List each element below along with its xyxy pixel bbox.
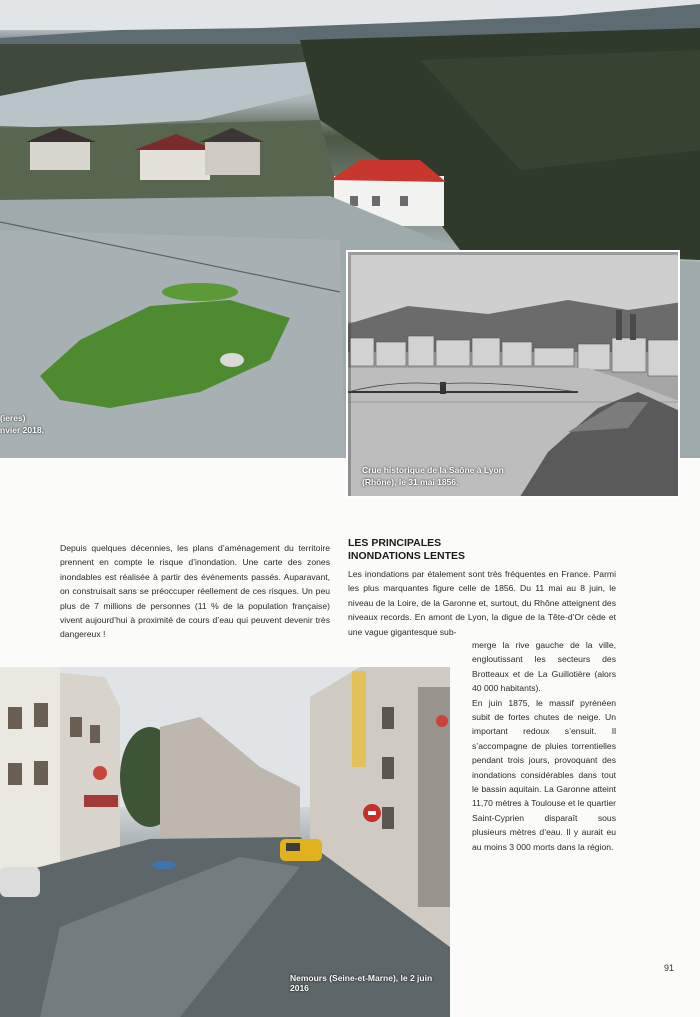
- caption-line: (Rhône), le 31 mai 1856.: [362, 477, 459, 487]
- caption-line: nvier 2018.: [0, 425, 44, 435]
- heading-line: INONDATIONS LENTES: [348, 550, 466, 562]
- historic-flood-illustration: [348, 252, 680, 498]
- intro-paragraph: Depuis quelques décennies, les plans d’aménagement du territoire prennent en compte le risque d’inondation. Une carte des zones inondables est réalisée à partir des événements passés. Auparavant, on construisait sans se préoccuper réellement de ces risques. Un peu plus de 7 millions de personnes (11 % de la population française) vivent aujourd’hui à proximité de cours d’eau qui peuvent devenir très dangereux !: [60, 543, 330, 640]
- aerial-photo-caption: [0, 412, 44, 436]
- section-paragraph-1: Les inondations par étalement sont très fréquentes en France. Parmi les plus marquantes figure celle de 1856. Du 11 mai au 8 juin, le niveau de la Loire, de la Garonne et, surtout, du Rhône atteignent des niveaux records. En amont de Lyon, la digue de la Tête-d’Or cède et une vague gigantesque sub-: [348, 569, 616, 637]
- historic-flood-photo: [346, 250, 680, 498]
- section-paragraph-2: En juin 1875, le massif pyrénéen subit de fortes chutes de neige. Un important redoux s’ensuit. Il s’accompagne de pluies torrentielles pendant trois jours, provoquant des inondations considérables dans tout le bassin aquitain. La Garonne atteint 11,70 mètres à Toulouse et le quartier Saint-Cyprien disparaît sous plusieurs mètres d’eau. Il y aurait eu au moins 3 000 morts dans la région.: [472, 697, 616, 852]
- caption-line: (ieres): [0, 413, 26, 423]
- section-paragraph-1-continued: merge la rive gauche de la ville, engloutissant les secteurs des Brotteaux et de La Guillotière (alors 40 000 habitants).: [472, 640, 616, 694]
- flooded-street-photo: [0, 667, 450, 1017]
- historic-photo-caption: [362, 464, 504, 488]
- flooded-street-illustration: [0, 667, 450, 1017]
- section-heading: [348, 537, 608, 563]
- page-number: 91: [664, 963, 675, 973]
- street-photo-caption: Nemours (Seine-et-Marne), le 2 juin 2016: [290, 973, 433, 993]
- heading-line: LES PRINCIPALES: [348, 537, 442, 549]
- caption-line: Crue historique de la Saône à Lyon: [362, 465, 504, 475]
- section-continuation: [472, 638, 616, 854]
